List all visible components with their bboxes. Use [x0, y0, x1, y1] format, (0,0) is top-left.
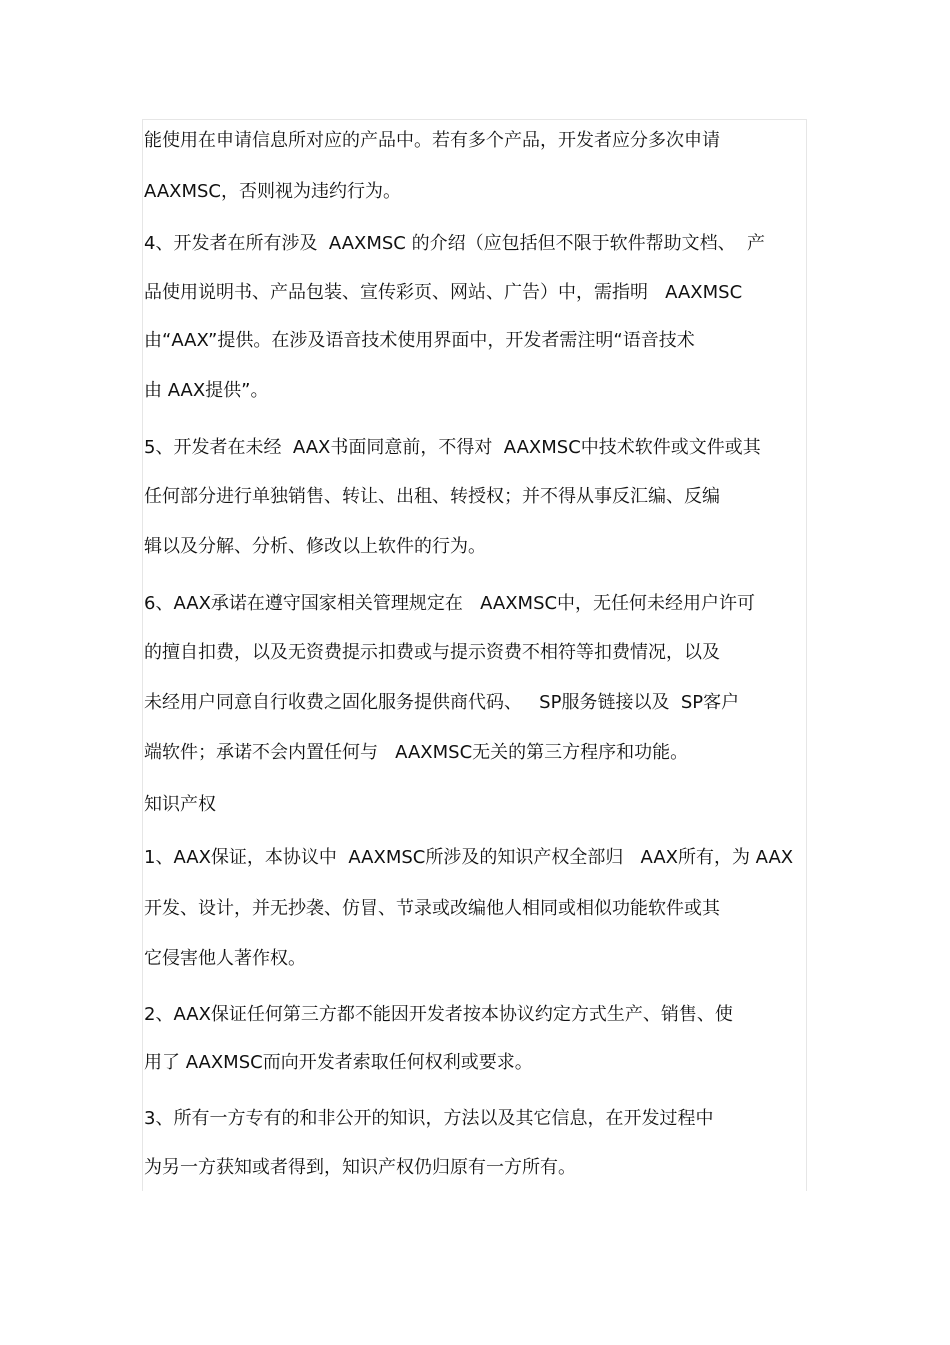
text-line: 端软件；承诺不会内置任何与 AAXMSC无关的第三方程序和功能。	[144, 742, 689, 763]
text-line: 用了 AAXMSC而向开发者索取任何权利或要求。	[144, 1052, 533, 1073]
text-line: 3、所有一方专有的和非公开的知识，方法以及其它信息，在开发过程中	[144, 1108, 714, 1129]
text-line: 开发、设计，并无抄袭、仿冒、节录或改编他人相同或相似功能软件或其	[144, 898, 720, 919]
text-line: 5、开发者在未经 AAX书面同意前，不得对 AAXMSC中技术软件或文件或其	[144, 437, 761, 458]
text-line: 它侵害他人著作权。	[144, 948, 306, 969]
text-line: 的擅自扣费，以及无资费提示扣费或与提示资费不相符等扣费情况，以及	[144, 642, 720, 663]
text-line: 由 AAX提供”。	[144, 380, 269, 401]
text-line: 任何部分进行单独销售、转让、出租、转授权；并不得从事反汇编、反编	[144, 486, 720, 507]
text-line: 能使用在申请信息所对应的产品中。若有多个产品，开发者应分多次申请	[144, 130, 720, 151]
text-line: 未经用户同意自行收费之固化服务提供商代码、 SP服务链接以及 SP客户	[144, 692, 740, 713]
text-line: 辑以及分解、分析、修改以上软件的行为。	[144, 536, 486, 557]
text-line: 4、开发者在所有涉及 AAXMSC 的介绍（应包括但不限于软件帮助文档、 产	[144, 233, 766, 254]
text-line: 由“AAX”提供。在涉及语音技术使用界面中，开发者需注明“语音技术	[144, 330, 695, 351]
text-line: 6、AAX承诺在遵守国家相关管理规定在 AAXMSC中，无任何未经用户许可	[144, 593, 756, 614]
text-line: 为另一方获知或者得到，知识产权仍归原有一方所有。	[144, 1157, 576, 1178]
text-line: AAXMSC，否则视为违约行为。	[144, 181, 401, 202]
text-line: 2、AAX保证任何第三方都不能因开发者按本协议约定方式生产、销售、使	[144, 1004, 733, 1025]
text-line: 品使用说明书、产品包装、宣传彩页、网站、广告）中，需指明 AAXMSC	[144, 282, 743, 303]
section-heading: 知识产权	[144, 794, 216, 815]
text-line: 1、AAX保证，本协议中 AAXMSC所涉及的知识产权全部归 AAX所有，为 AAX	[144, 847, 794, 868]
